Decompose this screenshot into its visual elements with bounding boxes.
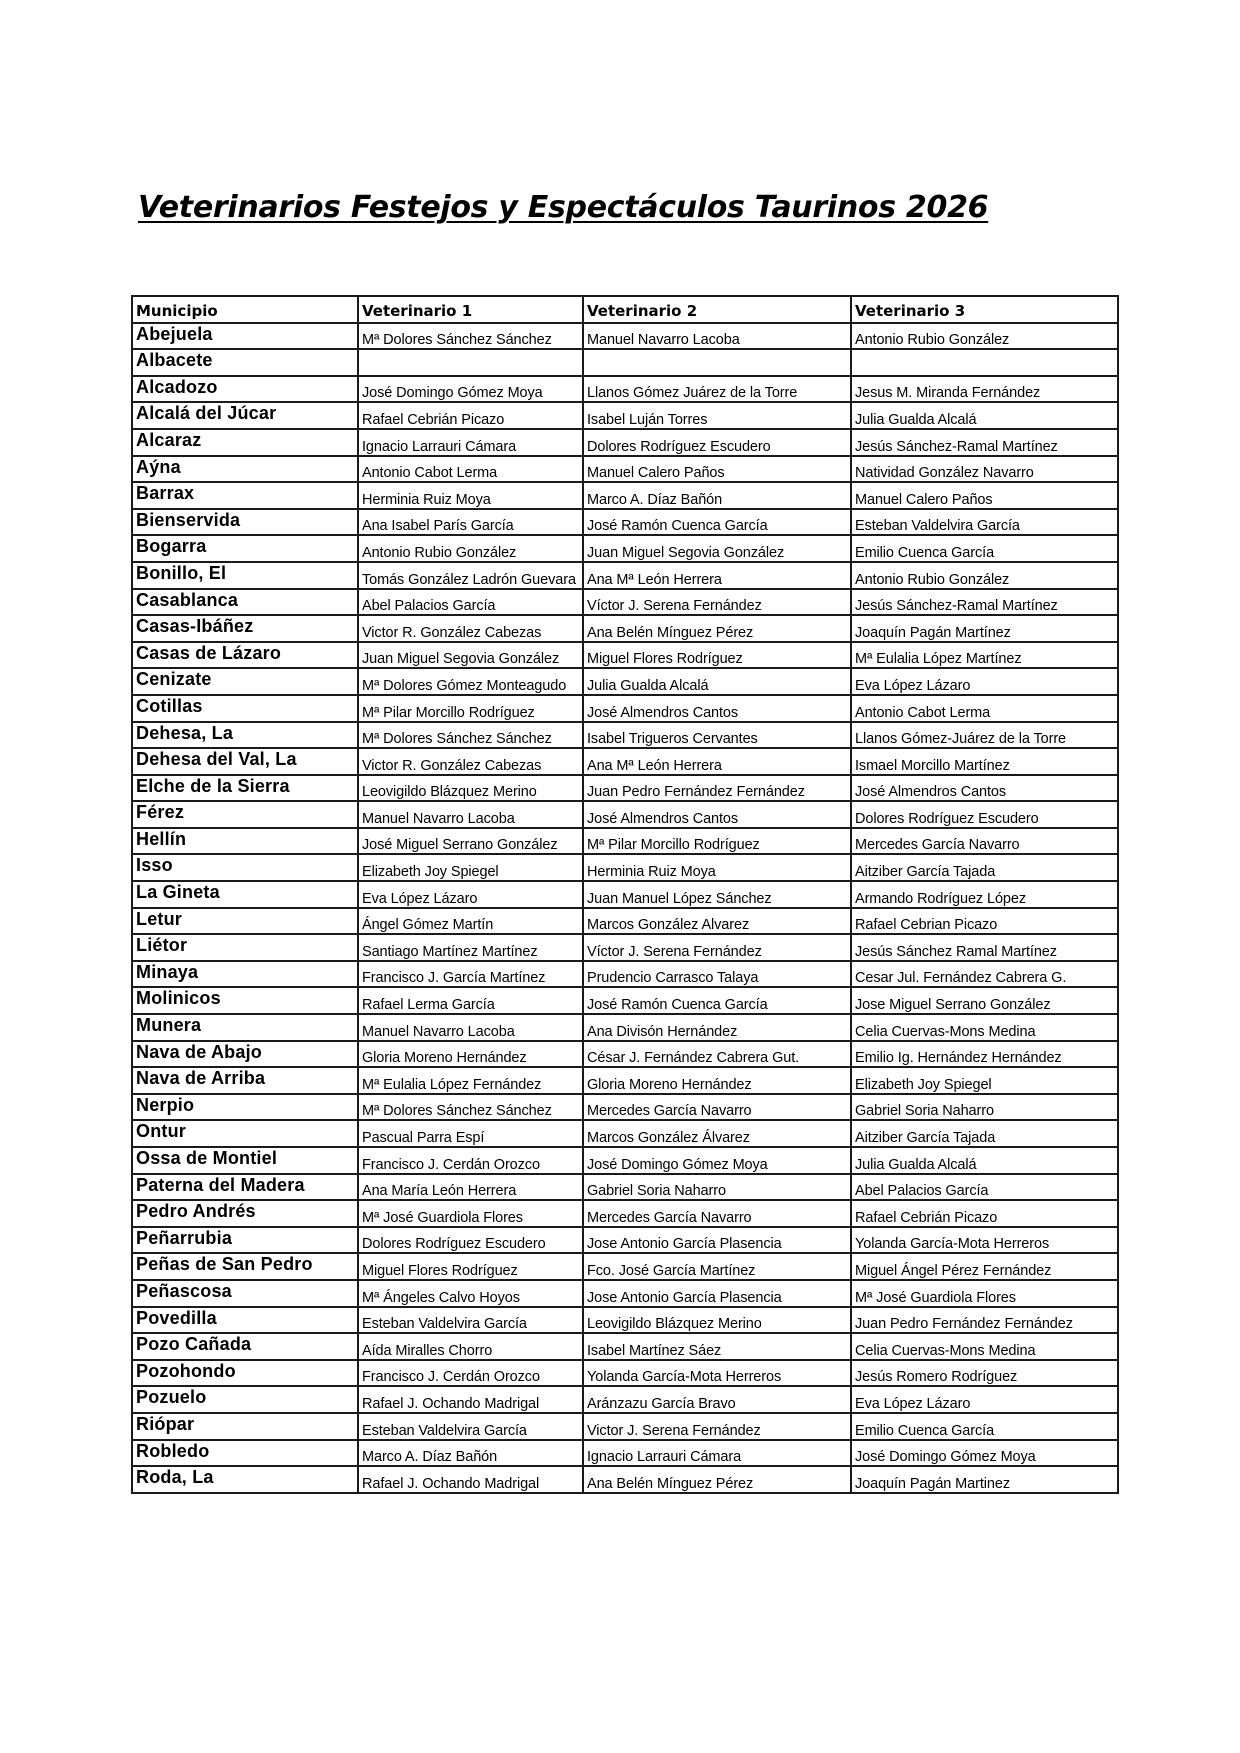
veterinario-3-cell: Jose Miguel Serrano González [851,987,1118,1014]
veterinario-1-cell: Mª José Guardiola Flores [358,1200,583,1227]
veterinario-3-cell: Jesús Sánchez-Ramal Martínez [851,589,1118,616]
veterinario-3-cell: Emilio Ig. Hernández Hernández [851,1041,1118,1068]
veterinario-1-cell: Rafael Lerma García [358,987,583,1014]
veterinario-1-cell: Elizabeth Joy Spiegel [358,854,583,881]
table-body [132,323,1118,1493]
veterinario-3-cell: Armando Rodríguez López [851,881,1118,908]
municipio-cell: Elche de la Sierra [132,775,358,802]
table-row [132,1014,1118,1041]
veterinario-3-cell: Juan Pedro Fernández Fernández [851,1307,1118,1334]
veterinario-3-cell: Gabriel Soria Naharro [851,1094,1118,1121]
veterinario-1-cell: Antonio Cabot Lerma [358,456,583,483]
veterinario-2-cell: Dolores Rodríguez Escudero [583,429,851,456]
veterinario-2-cell: Ana Mª León Herrera [583,562,851,589]
table-row [132,1094,1118,1121]
veterinario-1-cell: Gloria Moreno Hernández [358,1041,583,1068]
veterinario-1-cell: Manuel Navarro Lacoba [358,801,583,828]
veterinario-1-cell: Mª Eulalia López Fernández [358,1067,583,1094]
table-row [132,1147,1118,1174]
veterinario-2-cell: Mercedes García Navarro [583,1200,851,1227]
veterinario-2-cell: Julia Gualda Alcalá [583,668,851,695]
veterinario-1-cell: Victor R. González Cabezas [358,615,583,642]
table-row [132,535,1118,562]
veterinario-3-cell: Esteban Valdelvira García [851,509,1118,536]
veterinario-3-cell: José Domingo Gómez Moya [851,1440,1118,1467]
veterinario-2-cell: Marcos González Álvarez [583,1120,851,1147]
veterinario-2-cell: Llanos Gómez Juárez de la Torre [583,376,851,403]
municipio-cell: Bienservida [132,509,358,536]
table-row [132,1466,1118,1493]
veterinario-1-cell: Rafael J. Ochando Madrigal [358,1386,583,1413]
municipio-cell: Ontur [132,1120,358,1147]
veterinario-3-cell: Celia Cuervas-Mons Medina [851,1333,1118,1360]
table-row [132,1041,1118,1068]
veterinario-2-cell: Fco. José García Martínez [583,1253,851,1280]
municipio-cell: Casas-Ibáñez [132,615,358,642]
veterinario-2-cell: Ana Belén Mínguez Pérez [583,615,851,642]
table-row [132,642,1118,669]
municipio-cell: Ossa de Montiel [132,1147,358,1174]
municipio-cell: Minaya [132,961,358,988]
veterinario-3-cell: Emilio Cuenca García [851,535,1118,562]
veterinario-3-cell: Natividad González Navarro [851,456,1118,483]
veterinario-2-cell: Manuel Calero Paños [583,456,851,483]
municipio-cell: Robledo [132,1440,358,1467]
table-row [132,1333,1118,1360]
table-row [132,1386,1118,1413]
veterinario-1-cell: Victor R. González Cabezas [358,748,583,775]
municipio-cell: Peñas de San Pedro [132,1253,358,1280]
veterinario-1-cell: Abel Palacios García [358,589,583,616]
veterinario-2-cell: José Domingo Gómez Moya [583,1147,851,1174]
municipio-cell: Cotillas [132,695,358,722]
municipio-cell: Abejuela [132,323,358,350]
municipio-cell: Cenizate [132,668,358,695]
municipio-cell: Pozuelo [132,1386,358,1413]
veterinario-3-cell: Yolanda García-Mota Herreros [851,1227,1118,1254]
municipio-cell: Molinicos [132,987,358,1014]
veterinario-2-cell: Herminia Ruiz Moya [583,854,851,881]
table-row [132,668,1118,695]
veterinario-1-cell [358,349,583,376]
table-row [132,801,1118,828]
municipio-cell: Albacete [132,349,358,376]
veterinario-1-cell: Esteban Valdelvira García [358,1307,583,1334]
municipio-cell: Roda, La [132,1466,358,1493]
municipio-cell: Peñascosa [132,1280,358,1307]
veterinario-2-cell: Manuel Navarro Lacoba [583,323,851,350]
veterinario-3-cell: Ismael Morcillo Martínez [851,748,1118,775]
veterinario-2-cell: Isabel Trigueros Cervantes [583,722,851,749]
municipio-cell: Casas de Lázaro [132,642,358,669]
veterinario-2-cell: Jose Antonio García Plasencia [583,1227,851,1254]
veterinario-2-cell: César J. Fernández Cabrera Gut. [583,1041,851,1068]
veterinario-1-cell: Miguel Flores Rodríguez [358,1253,583,1280]
veterinario-1-cell: José Domingo Gómez Moya [358,376,583,403]
veterinario-2-cell: Victor J. Serena Fernández [583,1413,851,1440]
table-row [132,1440,1118,1467]
header-veterinario-2: Veterinario 2 [583,296,851,323]
table-row [132,1253,1118,1280]
veterinario-1-cell: Manuel Navarro Lacoba [358,1014,583,1041]
veterinario-2-cell: Víctor J. Serena Fernández [583,934,851,961]
veterinario-3-cell: Jesús Sánchez Ramal Martínez [851,934,1118,961]
municipio-cell: Isso [132,854,358,881]
table-row [132,509,1118,536]
table-row [132,376,1118,403]
veterinario-3-cell: Llanos Gómez-Juárez de la Torre [851,722,1118,749]
veterinario-2-cell: Marcos González Alvarez [583,908,851,935]
veterinario-1-cell: Leovigildo Blázquez Merino [358,775,583,802]
table-row [132,402,1118,429]
veterinario-2-cell: José Ramón Cuenca García [583,987,851,1014]
veterinario-2-cell: José Almendros Cantos [583,695,851,722]
municipio-cell: Casablanca [132,589,358,616]
veterinario-2-cell: Ana Divisón Hernández [583,1014,851,1041]
municipio-cell: Bonillo, El [132,562,358,589]
veterinario-1-cell: Santiago Martínez Martínez [358,934,583,961]
veterinario-3-cell: Joaquín Pagán Martínez [851,615,1118,642]
table-row [132,1413,1118,1440]
municipio-cell: Dehesa del Val, La [132,748,358,775]
table-row [132,695,1118,722]
municipio-cell: Pozohondo [132,1360,358,1387]
veterinario-3-cell: Joaquín Pagán Martinez [851,1466,1118,1493]
veterinario-2-cell: Marco A. Díaz Bañón [583,482,851,509]
municipio-cell: Alcalá del Júcar [132,402,358,429]
table-row [132,562,1118,589]
table-row [132,1067,1118,1094]
veterinario-2-cell: Juan Manuel López Sánchez [583,881,851,908]
table-row [132,908,1118,935]
municipio-cell: Pozo Cañada [132,1333,358,1360]
municipio-cell: Aýna [132,456,358,483]
municipio-cell: Alcaraz [132,429,358,456]
veterinario-3-cell [851,349,1118,376]
veterinario-2-cell: Yolanda García-Mota Herreros [583,1360,851,1387]
table-row [132,748,1118,775]
municipio-cell: Alcadozo [132,376,358,403]
table-row [132,429,1118,456]
veterinario-1-cell: Mª Dolores Gómez Monteagudo [358,668,583,695]
municipio-cell: La Gineta [132,881,358,908]
municipio-cell: Liétor [132,934,358,961]
veterinario-2-cell: Miguel Flores Rodríguez [583,642,851,669]
municipio-cell: Hellín [132,828,358,855]
veterinario-2-cell: José Ramón Cuenca García [583,509,851,536]
table-row [132,1120,1118,1147]
veterinario-3-cell: Dolores Rodríguez Escudero [851,801,1118,828]
municipio-cell: Nava de Abajo [132,1041,358,1068]
veterinario-1-cell: Esteban Valdelvira García [358,1413,583,1440]
veterinario-3-cell: Antonio Rubio González [851,323,1118,350]
table-row [132,1360,1118,1387]
municipio-cell: Barrax [132,482,358,509]
municipio-cell: Peñarrubia [132,1227,358,1254]
veterinario-1-cell: Mª Dolores Sánchez Sánchez [358,722,583,749]
veterinario-2-cell: Mª Pilar Morcillo Rodríguez [583,828,851,855]
veterinario-3-cell: Aitziber García Tajada [851,1120,1118,1147]
veterinario-3-cell: Jesús Romero Rodríguez [851,1360,1118,1387]
veterinario-1-cell: Ana Isabel París García [358,509,583,536]
veterinario-2-cell: Víctor J. Serena Fernández [583,589,851,616]
table-row [132,1174,1118,1201]
table-row [132,1280,1118,1307]
veterinario-1-cell: Francisco J. Cerdán Orozco [358,1147,583,1174]
veterinario-2-cell: Mercedes García Navarro [583,1094,851,1121]
municipio-cell: Dehesa, La [132,722,358,749]
table-row [132,589,1118,616]
veterinario-3-cell: Rafael Cebrián Picazo [851,1200,1118,1227]
veterinario-3-cell: Mercedes García Navarro [851,828,1118,855]
veterinario-3-cell: Miguel Ángel Pérez Fernández [851,1253,1118,1280]
veterinario-2-cell: Jose Antonio García Plasencia [583,1280,851,1307]
veterinario-3-cell: Jesús Sánchez-Ramal Martínez [851,429,1118,456]
table-row [132,482,1118,509]
veterinario-1-cell: Ana María León Herrera [358,1174,583,1201]
table-row [132,1227,1118,1254]
veterinario-3-cell: José Almendros Cantos [851,775,1118,802]
header-veterinario-1: Veterinario 1 [358,296,583,323]
veterinario-1-cell: Antonio Rubio González [358,535,583,562]
municipio-cell: Nava de Arriba [132,1067,358,1094]
veterinario-3-cell: Mª José Guardiola Flores [851,1280,1118,1307]
veterinario-3-cell: Jesus M. Miranda Fernández [851,376,1118,403]
veterinario-1-cell: Mª Dolores Sánchez Sánchez [358,1094,583,1121]
municipio-cell: Bogarra [132,535,358,562]
table-row [132,987,1118,1014]
veterinario-1-cell: Tomás González Ladrón Guevara [358,562,583,589]
veterinario-1-cell: Marco A. Díaz Bañón [358,1440,583,1467]
municipio-cell: Letur [132,908,358,935]
header-row [132,296,1118,323]
table-header [132,296,1118,323]
veterinario-3-cell: Emilio Cuenca García [851,1413,1118,1440]
veterinarians-table [131,295,1119,1494]
veterinario-2-cell [583,349,851,376]
veterinario-3-cell: Antonio Cabot Lerma [851,695,1118,722]
veterinario-3-cell: Eva López Lázaro [851,668,1118,695]
veterinario-2-cell: Gabriel Soria Naharro [583,1174,851,1201]
municipio-cell: Munera [132,1014,358,1041]
veterinario-1-cell: Ángel Gómez Martín [358,908,583,935]
veterinario-3-cell: Eva López Lázaro [851,1386,1118,1413]
table-row [132,854,1118,881]
veterinario-2-cell: Gloria Moreno Hernández [583,1067,851,1094]
veterinario-3-cell: Manuel Calero Paños [851,482,1118,509]
veterinario-3-cell: Abel Palacios García [851,1174,1118,1201]
veterinario-3-cell: Cesar Jul. Fernández Cabrera G. [851,961,1118,988]
table-row [132,934,1118,961]
veterinario-1-cell: Mª Pilar Morcillo Rodríguez [358,695,583,722]
veterinario-2-cell: Isabel Luján Torres [583,402,851,429]
table-row [132,323,1118,350]
veterinario-1-cell: Mª Ángeles Calvo Hoyos [358,1280,583,1307]
veterinario-2-cell: Ana Belén Mínguez Pérez [583,1466,851,1493]
veterinario-3-cell: Julia Gualda Alcalá [851,402,1118,429]
table-row [132,881,1118,908]
header-veterinario-3: Veterinario 3 [851,296,1118,323]
table-row [132,1307,1118,1334]
veterinario-3-cell: Celia Cuervas-Mons Medina [851,1014,1118,1041]
veterinario-2-cell: Juan Pedro Fernández Fernández [583,775,851,802]
municipio-cell: Riópar [132,1413,358,1440]
municipio-cell: Nerpio [132,1094,358,1121]
table-row [132,349,1118,376]
veterinario-1-cell: Eva López Lázaro [358,881,583,908]
municipio-cell: Povedilla [132,1307,358,1334]
table-row [132,1200,1118,1227]
veterinario-1-cell: Dolores Rodríguez Escudero [358,1227,583,1254]
table-row [132,828,1118,855]
veterinario-3-cell: Antonio Rubio González [851,562,1118,589]
veterinario-1-cell: Rafael Cebrián Picazo [358,402,583,429]
veterinario-1-cell: Rafael J. Ochando Madrigal [358,1466,583,1493]
veterinario-2-cell: Isabel Martínez Sáez [583,1333,851,1360]
table-row [132,456,1118,483]
header-municipio: Municipio [132,296,358,323]
table-row [132,615,1118,642]
veterinario-1-cell: José Miguel Serrano González [358,828,583,855]
veterinario-3-cell: Mª Eulalia López Martínez [851,642,1118,669]
veterinario-2-cell: José Almendros Cantos [583,801,851,828]
table-row [132,722,1118,749]
veterinario-1-cell: Juan Miguel Segovia González [358,642,583,669]
veterinario-1-cell: Aída Miralles Chorro [358,1333,583,1360]
veterinario-2-cell: Prudencio Carrasco Talaya [583,961,851,988]
veterinario-2-cell: Ana Mª León Herrera [583,748,851,775]
veterinario-1-cell: Ignacio Larrauri Cámara [358,429,583,456]
veterinario-1-cell: Francisco J. Cerdán Orozco [358,1360,583,1387]
veterinario-1-cell: Francisco J. García Martínez [358,961,583,988]
municipio-cell: Pedro Andrés [132,1200,358,1227]
veterinario-2-cell: Ignacio Larrauri Cámara [583,1440,851,1467]
document-title: Veterinarios Festejos y Espectáculos Taurinos 2026 [138,190,989,225]
veterinario-2-cell: Aránzazu García Bravo [583,1386,851,1413]
veterinario-3-cell: Julia Gualda Alcalá [851,1147,1118,1174]
municipio-cell: Férez [132,801,358,828]
veterinario-2-cell: Leovigildo Blázquez Merino [583,1307,851,1334]
table-row [132,775,1118,802]
veterinario-3-cell: Rafael Cebrian Picazo [851,908,1118,935]
veterinario-1-cell: Pascual Parra Espí [358,1120,583,1147]
veterinario-1-cell: Herminia Ruiz Moya [358,482,583,509]
veterinario-3-cell: Aitziber García Tajada [851,854,1118,881]
municipio-cell: Paterna del Madera [132,1174,358,1201]
veterinario-1-cell: Mª Dolores Sánchez Sánchez [358,323,583,350]
veterinario-2-cell: Juan Miguel Segovia González [583,535,851,562]
veterinario-3-cell: Elizabeth Joy Spiegel [851,1067,1118,1094]
table-row [132,961,1118,988]
